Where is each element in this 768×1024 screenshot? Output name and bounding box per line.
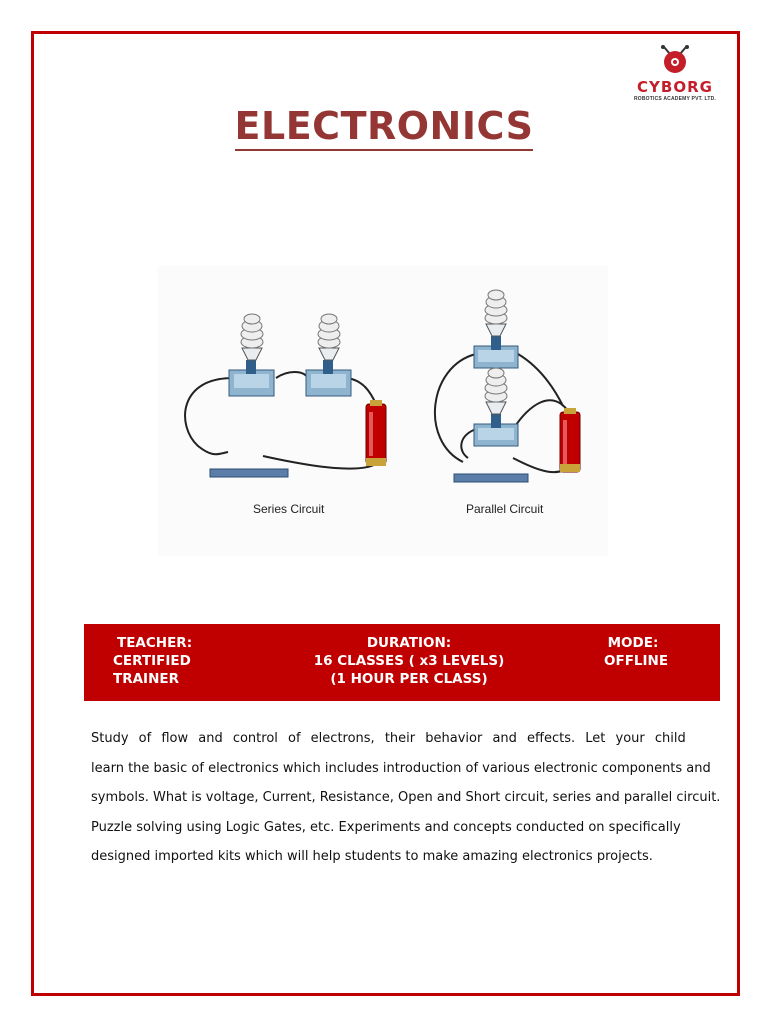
description-line: Study of flow and control of electrons, their behavior and effects. Let your child: [91, 731, 686, 746]
duration-heading: DURATION:: [366, 635, 452, 651]
course-info-bar: [84, 624, 720, 701]
series-circuit-label: Series Circuit: [253, 502, 325, 516]
duration-value-line-1: 16 CLASSES ( x3 LEVELS): [313, 653, 505, 669]
teacher-heading: TEACHER:: [117, 635, 193, 651]
description-line: Puzzle solving using Logic Gates, etc. Experiments and concepts conducted on specifically: [91, 819, 681, 835]
description-line: learn the basic of electronics which includes introduction of various electronic components and: [91, 760, 711, 776]
parallel-circuit-label: Parallel Circuit: [466, 502, 544, 516]
description-line: symbols. What is voltage, Current, Resistance, Open and Short circuit, series and parallel circuit.: [91, 790, 721, 805]
teacher-info: [113, 634, 192, 688]
duration-info: [244, 634, 574, 688]
mode-value: OFFLINE: [604, 653, 669, 669]
teacher-value-line-1: CERTIFIED: [113, 653, 191, 669]
circuit-diagram: [158, 266, 608, 556]
cyborg-robot-icon: [654, 44, 696, 80]
course-description: [91, 724, 721, 872]
logo-tagline: ROBOTICS ACADEMY PVT. LTD.: [633, 96, 717, 102]
page-title: ELECTRONICS: [0, 104, 768, 148]
cyborg-logo: [626, 44, 724, 104]
logo-name: CYBORG: [637, 78, 713, 96]
description-line: designed imported kits which will help students to make amazing electronics projects.: [91, 849, 653, 864]
teacher-value-line-2: TRAINER: [113, 671, 179, 687]
duration-value-line-2: (1 HOUR PER CLASS): [330, 671, 488, 687]
mode-heading: MODE:: [607, 635, 659, 651]
mode-info: [604, 634, 669, 670]
